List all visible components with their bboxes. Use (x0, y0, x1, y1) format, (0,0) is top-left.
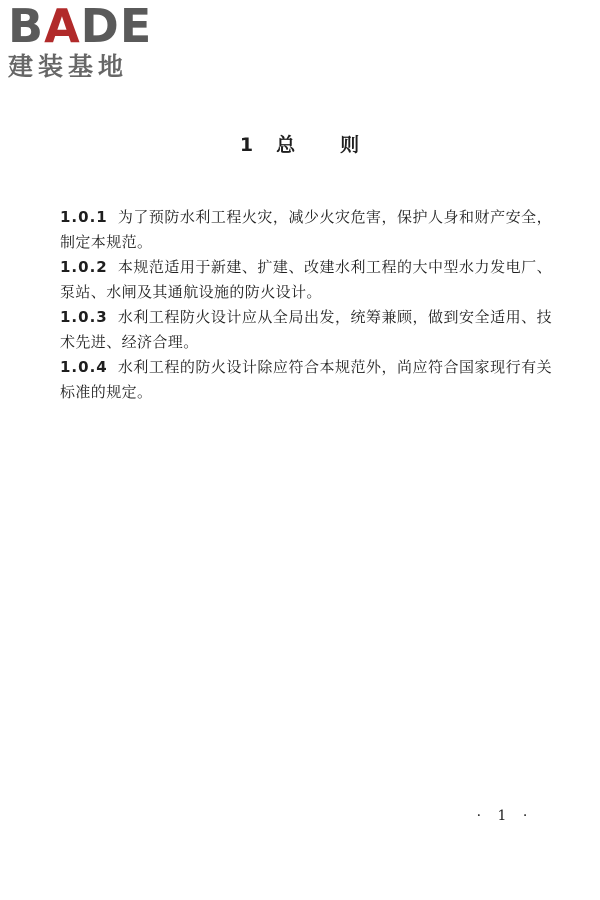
clause-text: 本规范适用于新建、扩建、改建水利工程的大中型水力发电厂、泵站、水闸及其通航设施的防火设计。 (60, 258, 552, 301)
chapter-number: 1 (239, 134, 255, 156)
logo-letter-b: B (8, 0, 45, 53)
clause-text: 水利工程的防火设计除应符合本规范外，尚应符合国家现行有关标准的规定。 (60, 358, 552, 401)
clause-1-0-2 (60, 255, 552, 305)
clause-number: 1.0.3 (60, 308, 108, 326)
clause-number: 1.0.2 (60, 258, 108, 276)
clause-1-0-4 (60, 355, 552, 405)
chapter-title (0, 130, 600, 157)
logo-letters-de: DE (80, 0, 153, 53)
clause-list (60, 205, 552, 405)
clause-1-0-3 (60, 305, 552, 355)
logo-letter-a: A (44, 0, 81, 53)
clause-number: 1.0.4 (60, 358, 108, 376)
logo-subtitle: 建装基地 (8, 52, 129, 81)
clause-1-0-1 (60, 205, 552, 255)
clause-number: 1.0.1 (60, 208, 108, 226)
logo-wordmark (8, 0, 178, 53)
page-number: · 1 · (476, 808, 534, 824)
chapter-title-part1: 总 (276, 134, 297, 156)
chapter-title-part2: 则 (340, 134, 361, 156)
clause-text: 水利工程防火设计应从全局出发，统筹兼顾，做到安全适用、技术先进、经济合理。 (60, 308, 552, 351)
clause-text: 为了预防水利工程火灾，减少火灾危害，保护人身和财产安全，制定本规范。 (60, 208, 552, 251)
bade-logo (8, 0, 178, 84)
